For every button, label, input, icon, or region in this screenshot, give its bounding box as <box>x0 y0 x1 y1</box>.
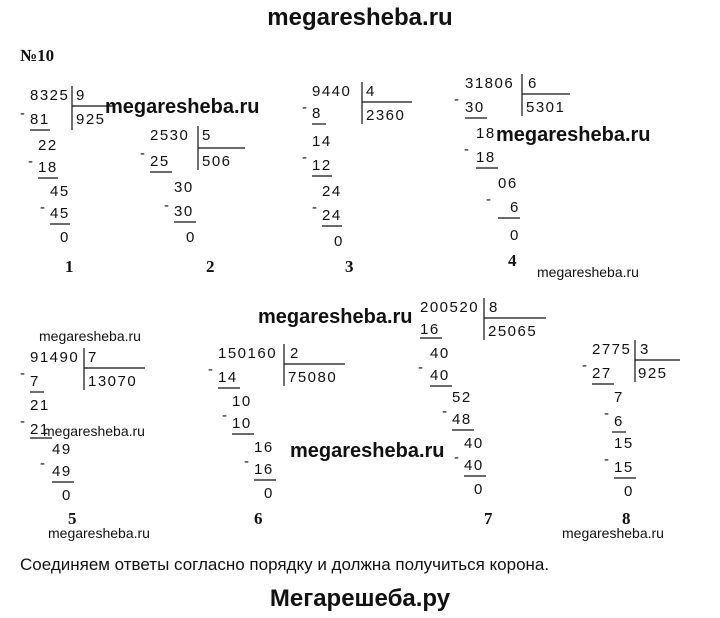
division-2 <box>140 126 245 276</box>
division-label: 6 <box>254 509 263 528</box>
svg-text:-: - <box>40 199 47 216</box>
quotient: 5301 <box>526 99 566 116</box>
watermark: megaresheba.ru <box>48 525 150 541</box>
divisor: 6 <box>528 75 538 92</box>
step: 0 <box>510 227 520 244</box>
step: 6 <box>510 199 520 216</box>
division-1 <box>20 86 115 276</box>
division-label: 2 <box>206 257 215 276</box>
svg-text:-: - <box>454 91 461 108</box>
step: 15 <box>614 435 634 452</box>
step: 22 <box>38 137 58 154</box>
step: 24 <box>322 207 342 224</box>
step: 16 <box>254 461 274 478</box>
step: 21 <box>30 421 50 438</box>
step: 24 <box>322 183 342 200</box>
svg-text:-: - <box>244 453 251 470</box>
step: 48 <box>452 411 472 428</box>
step: 12 <box>312 157 332 174</box>
step: 0 <box>186 229 196 246</box>
step: 30 <box>174 203 194 220</box>
division-label: 1 <box>65 257 74 276</box>
svg-text:-: - <box>28 153 35 170</box>
quotient: 25065 <box>488 323 538 340</box>
watermark: megaresheba.ru <box>290 440 445 462</box>
step: 16 <box>420 321 440 338</box>
site-title: megaresheba.ru <box>267 4 453 31</box>
step: 18 <box>38 159 58 176</box>
svg-text:-: - <box>486 191 493 208</box>
dividend: 8325 <box>30 87 70 104</box>
step: 15 <box>614 459 634 476</box>
svg-text:-: - <box>222 407 229 424</box>
step: 0 <box>62 487 72 504</box>
division-3 <box>302 82 412 276</box>
watermark: megaresheba.ru <box>43 423 145 439</box>
dividend: 2530 <box>150 127 190 144</box>
svg-text:-: - <box>20 413 27 430</box>
caption: Соединяем ответы согласно порядку и должна получиться корона. <box>20 555 550 574</box>
step: 10 <box>232 393 252 410</box>
step: 06 <box>498 175 518 192</box>
step: 81 <box>30 111 50 128</box>
step: 6 <box>614 413 624 430</box>
division-6 <box>208 344 345 528</box>
step: 18 <box>476 125 496 142</box>
watermark: megaresheba.ru <box>39 328 141 344</box>
step: 21 <box>30 397 50 414</box>
step: 16 <box>254 439 274 456</box>
division-4 <box>454 74 570 270</box>
division-label: 7 <box>484 509 493 528</box>
division-label: 4 <box>508 251 517 270</box>
watermark: megaresheba.ru <box>105 96 260 118</box>
step: 0 <box>60 229 70 246</box>
divisor: 3 <box>640 341 650 358</box>
svg-text:-: - <box>604 451 611 468</box>
svg-text:-: - <box>464 141 471 158</box>
svg-text:-: - <box>418 359 425 376</box>
step: 14 <box>218 369 238 386</box>
watermark: megaresheba.ru <box>258 306 413 328</box>
svg-text:-: - <box>208 361 215 378</box>
dividend: 150160 <box>218 345 278 362</box>
step: 14 <box>312 133 332 150</box>
step: 0 <box>264 485 274 502</box>
divisor: 2 <box>290 345 300 362</box>
watermark: megaresheba.ru <box>562 525 664 541</box>
svg-text:-: - <box>312 199 319 216</box>
svg-text:-: - <box>442 403 449 420</box>
quotient: 75080 <box>288 369 338 386</box>
quotient: 2360 <box>366 107 406 124</box>
step: 40 <box>430 345 450 362</box>
dividend: 9440 <box>312 83 352 100</box>
divisor: 9 <box>76 87 86 104</box>
svg-text:-: - <box>164 197 171 214</box>
step: 8 <box>312 105 322 122</box>
step: 10 <box>232 415 252 432</box>
svg-text:-: - <box>302 99 309 116</box>
task-number: №10 <box>20 46 55 65</box>
step: 49 <box>52 441 72 458</box>
step: 7 <box>30 373 40 390</box>
step: 30 <box>465 99 485 116</box>
divisor: 4 <box>366 83 376 100</box>
step: 7 <box>614 389 624 406</box>
watermark: megaresheba.ru <box>537 264 639 280</box>
step: 45 <box>50 205 70 222</box>
step: 0 <box>334 233 344 250</box>
divisor: 7 <box>88 349 98 366</box>
svg-text:-: - <box>40 455 47 472</box>
quotient: 506 <box>202 153 232 170</box>
dividend: 91490 <box>30 349 80 366</box>
svg-text:-: - <box>454 449 461 466</box>
divisor: 8 <box>489 299 499 316</box>
step: 30 <box>174 179 194 196</box>
dividend: 200520 <box>420 299 480 316</box>
division-8 <box>582 340 680 528</box>
division-label: 3 <box>345 257 354 276</box>
divisor: 5 <box>202 127 212 144</box>
watermark: megaresheba.ru <box>496 124 651 146</box>
quotient: 925 <box>638 365 668 382</box>
quotient: 13070 <box>88 373 138 390</box>
division-label: 8 <box>622 509 631 528</box>
step: 0 <box>624 483 634 500</box>
svg-text:-: - <box>20 365 27 382</box>
svg-text:-: - <box>604 405 611 422</box>
step: 25 <box>150 153 170 170</box>
step: 40 <box>464 435 484 452</box>
step: 45 <box>50 183 70 200</box>
division-7 <box>418 298 546 528</box>
svg-text:-: - <box>140 145 147 162</box>
step: 0 <box>474 481 484 498</box>
step: 27 <box>592 365 612 382</box>
step: 49 <box>52 463 72 480</box>
svg-text:-: - <box>302 149 309 166</box>
footer-title: Мегарешеба.ру <box>269 585 451 612</box>
dividend: 2775 <box>592 341 632 358</box>
svg-text:-: - <box>582 357 589 374</box>
step: 40 <box>464 457 484 474</box>
step: 18 <box>476 149 496 166</box>
quotient: 925 <box>76 111 106 128</box>
dividend: 31806 <box>465 75 515 92</box>
svg-text:-: - <box>20 105 27 122</box>
step: 40 <box>430 367 450 384</box>
division-label: 5 <box>68 509 77 528</box>
step: 52 <box>452 389 472 406</box>
